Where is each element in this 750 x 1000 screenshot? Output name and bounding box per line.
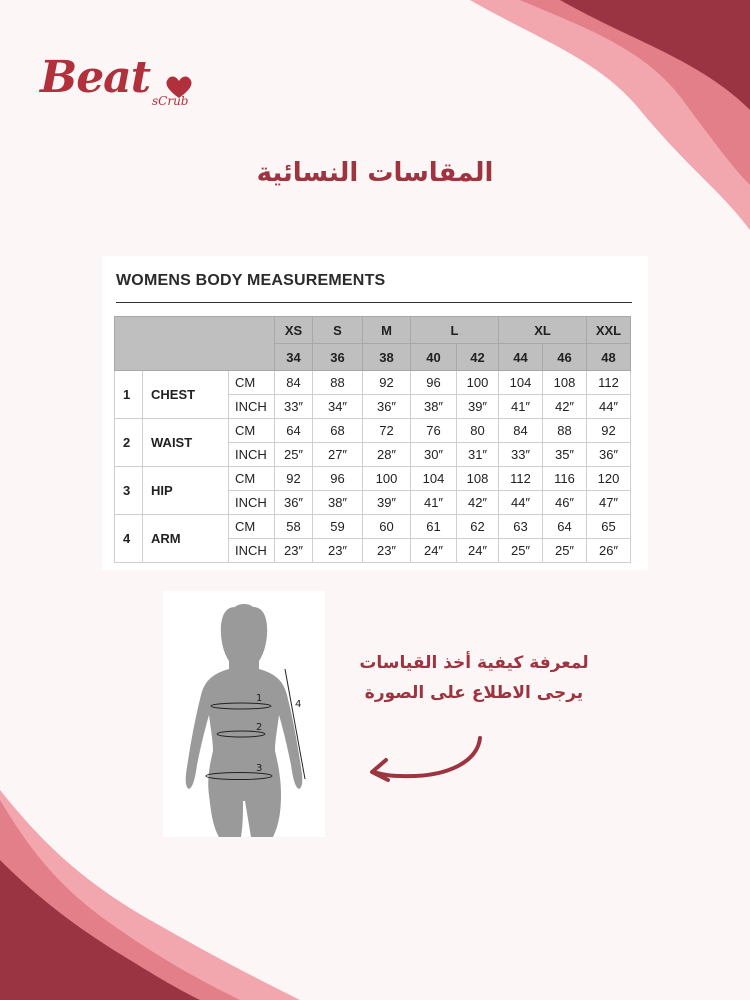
inch-value: 47″ [587,491,631,515]
inch-value: 36″ [363,395,411,419]
cm-value: 92 [363,371,411,395]
inch-value: 23″ [363,539,411,563]
brand-name: Beat [40,52,151,103]
cm-value: 58 [275,515,313,539]
inch-value: 39″ [363,491,411,515]
inch-value: 30″ [411,443,457,467]
size-letter: S [313,317,363,344]
cm-value: 84 [499,419,543,443]
measurement-table [114,316,631,563]
inch-value: 38″ [313,491,363,515]
cm-value: 64 [275,419,313,443]
label-arm: 4 [295,699,302,710]
inch-value: 36″ [275,491,313,515]
cm-value: 59 [313,515,363,539]
inch-value: 24″ [457,539,499,563]
label-waist: 2 [256,722,263,733]
inch-value: 34″ [313,395,363,419]
size-number: 36 [313,344,363,371]
cm-value: 104 [499,371,543,395]
inch-value: 42″ [543,395,587,419]
inch-value: 38″ [411,395,457,419]
inch-value: 28″ [363,443,411,467]
unit-label: INCH [229,491,275,515]
cm-value: 64 [543,515,587,539]
silhouette-shape [186,604,303,837]
brand-logo [40,52,210,122]
size-number: 46 [543,344,587,371]
size-letter: XL [499,317,587,344]
inch-value: 25″ [543,539,587,563]
inch-value: 42″ [457,491,499,515]
unit-label: CM [229,371,275,395]
cm-value: 100 [363,467,411,491]
label-hip: 3 [256,763,263,774]
measurement-name: WAIST [143,419,229,467]
size-number: 34 [275,344,313,371]
cm-value: 80 [457,419,499,443]
inch-value: 44″ [499,491,543,515]
unit-label: INCH [229,395,275,419]
page-title: المقاسات النسائية [256,158,494,188]
size-letter: L [411,317,499,344]
row-number: 2 [115,419,143,467]
cm-value: 84 [275,371,313,395]
cm-value: 72 [363,419,411,443]
size-number: 42 [457,344,499,371]
cm-value: 60 [363,515,411,539]
inch-value: 25″ [499,539,543,563]
cm-value: 61 [411,515,457,539]
row-number: 4 [115,515,143,563]
cm-value: 108 [457,467,499,491]
note-line-1: لمعرفة كيفية أخذ القياسات [359,653,589,673]
inch-value: 23″ [313,539,363,563]
size-number: 44 [499,344,543,371]
measurement-row-cm [115,371,631,395]
header-blank [115,317,275,371]
cm-value: 96 [411,371,457,395]
label-chest: 1 [256,693,263,704]
inch-value: 33″ [499,443,543,467]
body-figure [163,591,325,837]
inch-value: 41″ [411,491,457,515]
arrow-left-icon [360,730,490,790]
inch-value: 39″ [457,395,499,419]
cm-value: 112 [587,371,631,395]
size-letter: XS [275,317,313,344]
brand-sub: sCrub [152,94,189,108]
size-number: 48 [587,344,631,371]
unit-label: CM [229,419,275,443]
cm-value: 120 [587,467,631,491]
note-line-2: يرجى الاطلاع على الصورة [364,683,584,703]
inch-value: 46″ [543,491,587,515]
chart-divider [116,302,632,303]
row-number: 1 [115,371,143,419]
inch-value: 35″ [543,443,587,467]
cm-value: 92 [587,419,631,443]
measurement-name: CHEST [143,371,229,419]
size-number: 40 [411,344,457,371]
cm-value: 65 [587,515,631,539]
inch-value: 36″ [587,443,631,467]
inch-value: 44″ [587,395,631,419]
cm-value: 68 [313,419,363,443]
cm-value: 63 [499,515,543,539]
measurement-chart [102,256,648,570]
measurement-name: HIP [143,467,229,515]
measurement-row-cm [115,515,631,539]
unit-label: INCH [229,539,275,563]
inch-value: 41″ [499,395,543,419]
size-letter-row [115,317,631,344]
cm-value: 76 [411,419,457,443]
measurement-name: ARM [143,515,229,563]
size-letter: XXL [587,317,631,344]
inch-value: 33″ [275,395,313,419]
cm-value: 88 [543,419,587,443]
cm-value: 104 [411,467,457,491]
body-silhouette [163,591,325,837]
unit-label: CM [229,515,275,539]
cm-value: 96 [313,467,363,491]
cm-value: 62 [457,515,499,539]
chart-title: WOMENS BODY MEASUREMENTS [116,272,386,289]
inch-value: 23″ [275,539,313,563]
row-number: 3 [115,467,143,515]
instruction-note [340,648,608,708]
cm-value: 116 [543,467,587,491]
cm-value: 92 [275,467,313,491]
inch-value: 25″ [275,443,313,467]
inch-value: 27″ [313,443,363,467]
measurement-row-cm [115,467,631,491]
inch-value: 31″ [457,443,499,467]
inch-value: 24″ [411,539,457,563]
unit-label: INCH [229,443,275,467]
unit-label: CM [229,467,275,491]
cm-value: 108 [543,371,587,395]
cm-value: 100 [457,371,499,395]
measurement-row-cm [115,419,631,443]
cm-value: 88 [313,371,363,395]
measurement-rows [115,371,631,563]
size-letter: M [363,317,411,344]
size-number: 38 [363,344,411,371]
inch-value: 26″ [587,539,631,563]
cm-value: 112 [499,467,543,491]
